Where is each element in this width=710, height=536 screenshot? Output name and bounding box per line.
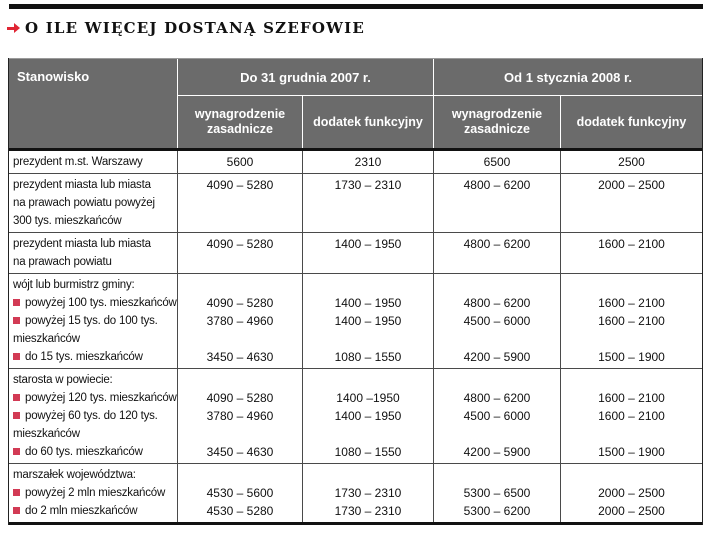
row-label-cell <box>9 274 177 368</box>
col-header-stanowisko: Stanowisko <box>9 59 177 148</box>
cell-value: 1400 – 1950 <box>334 314 402 328</box>
title-row <box>7 19 365 37</box>
row-label-text: powyżej 100 tys. mieszkańców <box>25 297 177 309</box>
row-label-line: prezydent miasta lub miasta <box>13 179 151 191</box>
subheader-wynagrodzenie-2007: wynagrodzenie zasadnicze <box>178 96 302 148</box>
cell-value: 1400 – 1950 <box>334 237 402 251</box>
cell-value: 1600 – 2100 <box>598 409 665 423</box>
cell-value <box>178 212 302 230</box>
red-arrow-bar <box>7 27 14 30</box>
cell-value <box>561 194 702 212</box>
table-row-group <box>9 273 702 368</box>
value-cell <box>433 151 560 173</box>
cell-value: 1400 –1950 <box>336 391 400 405</box>
cell-value: 2000 – 2500 <box>598 178 665 192</box>
row-label-line <box>13 484 175 502</box>
row-label-line <box>13 348 175 366</box>
value-cell <box>302 369 433 463</box>
cell-value <box>303 212 433 230</box>
row-label-line: prezydent m.st. Warszawy <box>13 156 143 168</box>
row-label-text: powyżej 15 tys. do 100 tys. <box>25 315 158 327</box>
table-row-group <box>9 232 702 273</box>
cell-value: 3780 – 4960 <box>206 314 274 328</box>
cell-value: 1600 – 2100 <box>598 237 665 251</box>
cell-value <box>303 371 433 389</box>
cell-value: 3780 – 4960 <box>206 409 274 423</box>
cell-value: 5600 <box>226 155 254 169</box>
value-cell <box>177 274 302 368</box>
red-square-bullet <box>13 489 20 496</box>
page-title: O ILE WIĘCEJ DOSTANĄ SZEFOWIE <box>25 19 365 37</box>
cell-value <box>434 253 560 271</box>
table-row-group <box>9 151 702 173</box>
cell-value <box>303 330 433 348</box>
value-cell <box>302 151 433 173</box>
row-label-line: mieszkańców <box>13 333 80 345</box>
cell-value: 1080 – 1550 <box>334 350 402 364</box>
cell-value: 2000 – 2500 <box>598 486 665 500</box>
row-label-line <box>13 312 175 330</box>
cell-value: 1600 – 2100 <box>598 296 665 310</box>
cell-value: 1400 – 1950 <box>334 296 402 310</box>
cell-value <box>303 276 433 294</box>
row-label-text: do 2 mln mieszkańców <box>25 505 138 517</box>
red-arrow-head <box>14 23 20 33</box>
value-cell <box>433 369 560 463</box>
value-cell <box>177 464 302 522</box>
row-label-text: do 15 tys. mieszkańców <box>25 351 143 363</box>
red-square-bullet <box>13 448 20 455</box>
cell-value: 4090 – 5280 <box>206 237 274 251</box>
cell-value: 4500 – 6000 <box>463 314 531 328</box>
subheader-dodatek-2007: dodatek funkcyjny <box>303 96 433 148</box>
cell-value: 5300 – 6200 <box>463 504 531 518</box>
cell-value <box>434 425 560 443</box>
value-cell <box>177 369 302 463</box>
cell-value <box>434 276 560 294</box>
row-label-line: 300 tys. mieszkańców <box>13 215 122 227</box>
row-label-line: na prawach powiatu <box>13 256 112 268</box>
cell-value <box>178 276 302 294</box>
red-square-bullet <box>13 317 20 324</box>
cell-value: 4800 – 6200 <box>463 178 531 192</box>
row-label-line <box>13 443 175 461</box>
cell-value <box>434 330 560 348</box>
cell-value: 4530 – 5600 <box>206 486 274 500</box>
cell-value: 4800 – 6200 <box>463 237 531 251</box>
value-cell <box>433 233 560 273</box>
cell-value: 1600 – 2100 <box>598 391 665 405</box>
red-square-bullet <box>13 353 20 360</box>
value-cell <box>433 174 560 232</box>
cell-value: 4200 – 5900 <box>463 445 531 459</box>
cell-value <box>303 425 433 443</box>
top-rule <box>9 4 703 9</box>
cell-value <box>561 466 702 484</box>
cell-value <box>561 330 702 348</box>
value-cell <box>302 233 433 273</box>
row-label-text: powyżej 2 mln mieszkańców <box>25 487 166 499</box>
cell-value <box>434 194 560 212</box>
cell-value: 1600 – 2100 <box>598 314 665 328</box>
row-label-line <box>13 502 175 520</box>
cell-value <box>178 330 302 348</box>
row-label-text: powyżej 120 tys. mieszkańców <box>25 392 177 404</box>
cell-value <box>303 194 433 212</box>
row-label-cell <box>9 369 177 463</box>
col-header-period-2008: Od 1 stycznia 2008 r. <box>434 59 702 95</box>
cell-value: 1730 – 2310 <box>334 504 402 518</box>
red-square-bullet <box>13 412 20 419</box>
cell-value <box>178 466 302 484</box>
cell-value: 3450 – 4630 <box>206 445 274 459</box>
cell-value <box>178 253 302 271</box>
value-cell <box>560 274 702 368</box>
cell-value <box>561 276 702 294</box>
cell-value: 1500 – 1900 <box>598 445 665 459</box>
table-body <box>9 148 702 525</box>
row-label-cell <box>9 151 177 173</box>
row-label-cell <box>9 233 177 273</box>
salary-table <box>8 58 703 525</box>
table-row-group <box>9 368 702 463</box>
row-label-line: wójt lub burmistrz gminy: <box>13 279 135 291</box>
row-label-line <box>13 407 175 425</box>
cell-value <box>178 194 302 212</box>
cell-value <box>561 425 702 443</box>
value-cell <box>560 233 702 273</box>
cell-value: 4500 – 6000 <box>463 409 531 423</box>
table-row-group <box>9 173 702 232</box>
cell-value <box>178 425 302 443</box>
value-cell <box>302 274 433 368</box>
value-cell <box>302 174 433 232</box>
cell-value: 1730 – 2310 <box>334 178 402 192</box>
row-label-text: do 60 tys. mieszkańców <box>25 446 143 458</box>
cell-value <box>434 466 560 484</box>
cell-value: 3450 – 4630 <box>206 350 274 364</box>
subheader-dodatek-2008: dodatek funkcyjny <box>561 96 702 148</box>
subheader-wynagrodzenie-2008: wynagrodzenie zasadnicze <box>434 96 560 148</box>
table-header <box>9 58 702 148</box>
cell-value: 4530 – 5280 <box>206 504 274 518</box>
red-arrow-icon <box>7 23 20 33</box>
cell-value: 2000 – 2500 <box>598 504 665 518</box>
red-square-bullet <box>13 507 20 514</box>
value-cell <box>433 274 560 368</box>
row-label-text: powyżej 60 tys. do 120 tys. <box>25 410 158 422</box>
cell-value: 2500 <box>618 155 645 169</box>
cell-value: 2310 <box>354 155 382 169</box>
value-cell <box>177 233 302 273</box>
cell-value <box>303 466 433 484</box>
col-header-period-2007: Do 31 grudnia 2007 r. <box>178 59 433 95</box>
cell-value: 4800 – 6200 <box>463 391 531 405</box>
value-cell <box>177 151 302 173</box>
cell-value: 1730 – 2310 <box>334 486 402 500</box>
row-label-line <box>13 389 175 407</box>
cell-value <box>178 371 302 389</box>
red-square-bullet <box>13 394 20 401</box>
cell-value: 1400 – 1950 <box>334 409 402 423</box>
red-square-bullet <box>13 299 20 306</box>
value-cell <box>560 464 702 522</box>
cell-value <box>561 371 702 389</box>
cell-value <box>561 253 702 271</box>
cell-value: 4090 – 5280 <box>206 296 274 310</box>
cell-value: 4090 – 5280 <box>206 178 274 192</box>
row-label-line: marszałek województwa: <box>13 469 136 481</box>
row-label-line <box>13 294 175 312</box>
value-cell <box>560 369 702 463</box>
value-cell <box>177 174 302 232</box>
value-cell <box>302 464 433 522</box>
cell-value: 4800 – 6200 <box>463 296 531 310</box>
cell-value: 1080 – 1550 <box>334 445 402 459</box>
value-cell <box>433 464 560 522</box>
cell-value <box>434 212 560 230</box>
row-label-line: starosta w powiecie: <box>13 374 113 386</box>
row-label-cell <box>9 464 177 522</box>
cell-value: 4200 – 5900 <box>463 350 531 364</box>
cell-value <box>303 253 433 271</box>
table-row-group <box>9 463 702 522</box>
row-label-cell <box>9 174 177 232</box>
cell-value <box>561 212 702 230</box>
cell-value: 5300 – 6500 <box>463 486 531 500</box>
row-label-line: prezydent miasta lub miasta <box>13 238 151 250</box>
cell-value: 4090 – 5280 <box>206 391 274 405</box>
cell-value <box>434 371 560 389</box>
cell-value: 6500 <box>483 155 511 169</box>
value-cell <box>560 174 702 232</box>
value-cell <box>560 151 702 173</box>
cell-value: 1500 – 1900 <box>598 350 665 364</box>
row-label-line: mieszkańców <box>13 428 80 440</box>
row-label-line: na prawach powiatu powyżej <box>13 197 155 209</box>
